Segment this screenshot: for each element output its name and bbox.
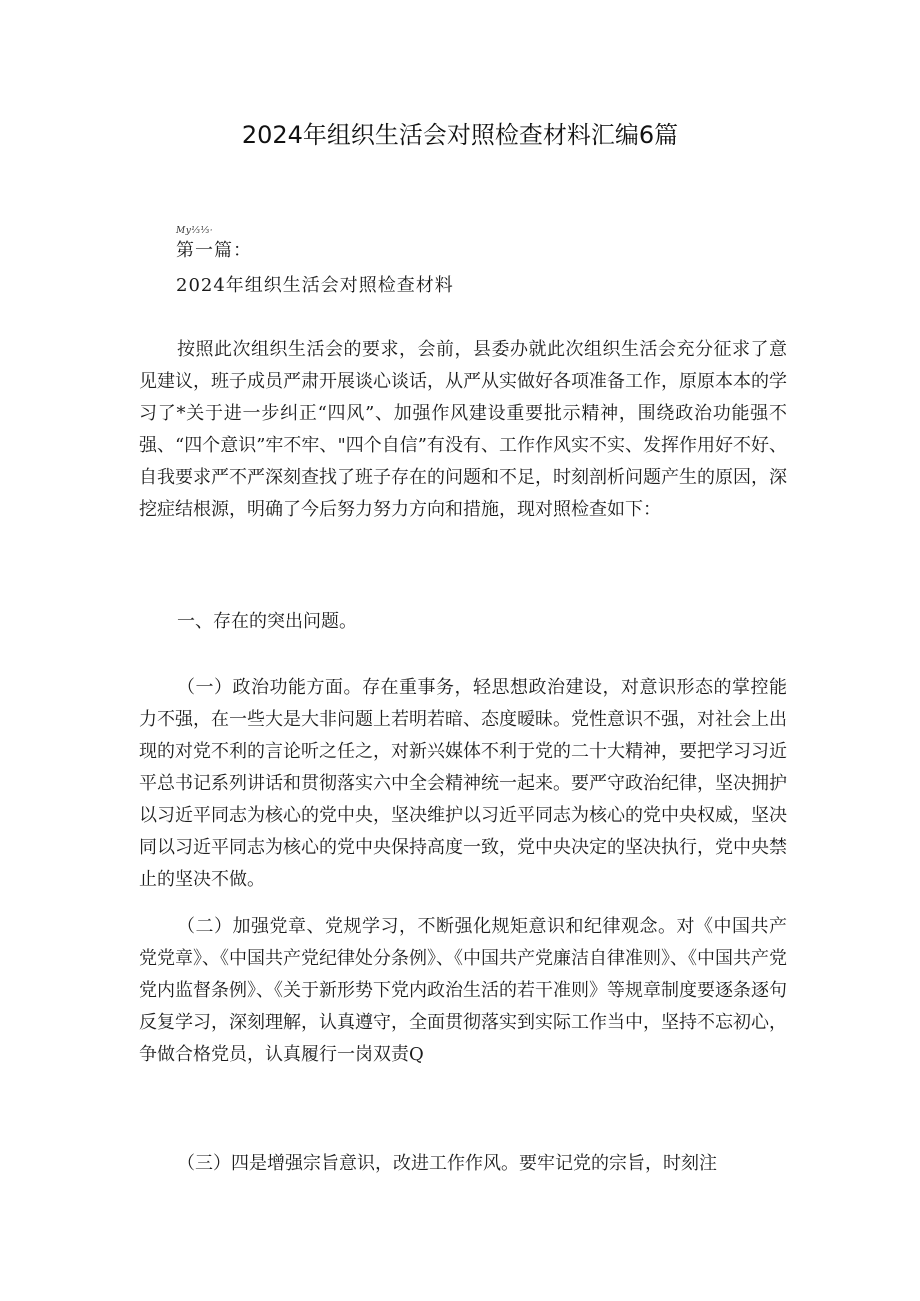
paragraph-section-2: （二）加强党章、党规学习，不断强化规矩意识和纪律观念。对《中国共产党党章》、《中国共产党纪律处分条例》、《中国共产党廉洁自律准则》、《中国共产党党内监督条例》、《关于新形势下党内政治生活的若干准则》等规章制度要逐条逐句反复学习，深刻理解，认真遵守，全面贯彻落实到实际工作当中，坚持不忘初心，争做合格党员，认真履行一岗双责Q [139,916,787,1065]
document-title: 2024年组织生活会对照检查材料汇编6篇 [241,121,679,149]
paragraph-intro: 按照此次组织生活会的要求，会前，县委办就此次组织生活会充分征求了意见建议，班子成员严肃开展谈心谈话，从严从实做好各项准备工作，原原本本的学习了*关于进一步纠正“四风”、加强作风建设重要批示精神，围绕政治功能强不强、“四个意识”牢不牢、"四个自信”有没有、工作作风实不实、发挥作用好不好、自我要求严不严深刻查找了班子存在的问题和不足，时刻剖析问题产生的原因，深挖症结根源，明确了今后努力努力方向和措施，现对照检查如下： [139,339,787,520]
paragraph-section-3: （三）四是增强宗旨意识，改进工作作风。要牢记党的宗旨，时刻注 [177,1153,717,1174]
paragraph-section-1: （一）政治功能方面。存在重事务，轻思想政治建设，对意识形态的掌控能力不强，在一些大是大非问题上若明若暗、态度暧昧。党性意识不强，对社会上出现的对党不利的言论听之任之，对新兴媒体不利于党的二十大精神，要把学习习近平总书记系列讲话和贯彻落实六中全会精神统一起来。要严守政治纪律，坚决拥护以习近平同志为核心的党中央，坚决维护以习近平同志为核心的党中央权威，坚决同以习近平同志为核心的党中央保持高度一致，党中央决定的坚决执行，党中央禁止的坚决不做。 [139,677,787,890]
part-title: 2024年组织生活会对照检查材料 [176,275,454,296]
section-heading: 一、存在的突出问题。 [177,611,357,632]
handwritten-mark: My⅓⅓· [176,226,214,236]
part-label: 第一篇： [176,240,252,261]
